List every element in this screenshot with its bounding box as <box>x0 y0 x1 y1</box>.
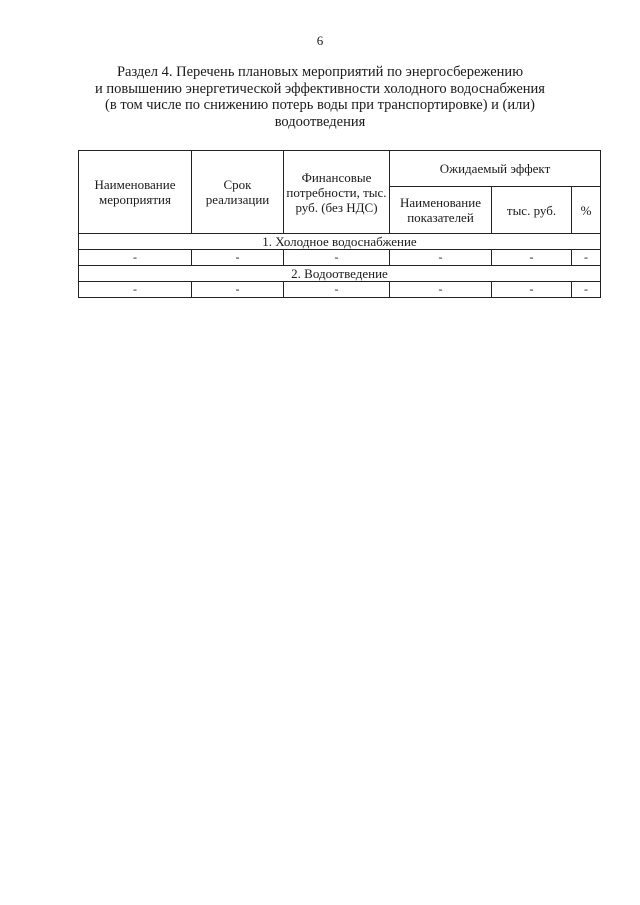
table-cell: - <box>79 250 192 266</box>
header-name: Наименование мероприятия <box>79 151 192 234</box>
section-cold-water: 1. Холодное водоснабжение <box>79 234 601 250</box>
table-cell: - <box>572 250 601 266</box>
table-cell: - <box>284 250 390 266</box>
table-section-row <box>79 266 601 282</box>
table-cell: - <box>572 282 601 298</box>
section-title-line: (в том числе по снижению потерь воды при транспортировке) и (или) <box>105 97 535 113</box>
page-number: 6 <box>316 33 324 48</box>
measures-table <box>78 150 601 298</box>
table-cell: - <box>79 282 192 298</box>
section-title-line: Раздел 4. Перечень плановых мероприятий по энергосбережению <box>116 64 524 80</box>
header-effect: Ожидаемый эффект <box>390 151 601 187</box>
table-cell: - <box>390 250 492 266</box>
table-header-row <box>79 151 601 187</box>
table-cell: - <box>192 250 284 266</box>
table-cell: - <box>492 282 572 298</box>
table-cell: - <box>492 250 572 266</box>
section-title <box>70 64 570 130</box>
header-indicator-name: Наименование показателей <box>390 187 492 234</box>
table-cell: - <box>192 282 284 298</box>
table-row <box>79 282 601 298</box>
table-cell: - <box>390 282 492 298</box>
table-section-row <box>79 234 601 250</box>
table-row <box>79 250 601 266</box>
section-title-line: водоотведения <box>274 113 366 130</box>
section-drainage: 2. Водоотведение <box>79 266 601 282</box>
header-thousand-rub: тыс. руб. <box>492 187 572 234</box>
header-finance: Финансовые потребности, тыс. руб. (без НДС) <box>284 151 390 234</box>
header-term: Срок реализации <box>192 151 284 234</box>
table-cell: - <box>284 282 390 298</box>
section-title-line: и повышению энергетической эффективности холодного водоснабжения <box>95 80 545 97</box>
header-percent: % <box>572 187 601 234</box>
